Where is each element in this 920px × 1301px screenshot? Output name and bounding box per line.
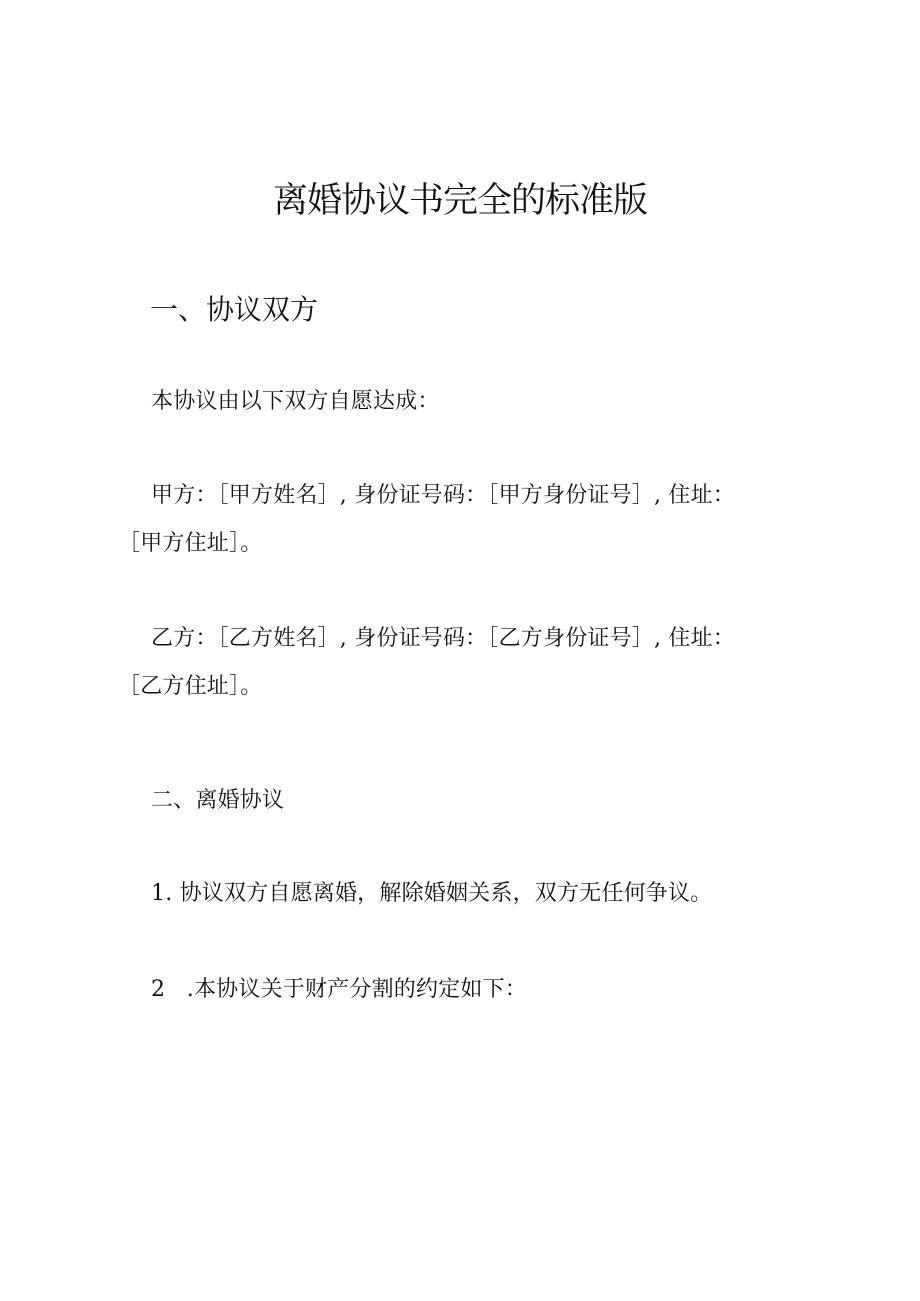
party-b-line-1: 乙方：［乙方姓名］, 身份证号码：［乙方身份证号］, 住址： bbox=[151, 626, 735, 651]
section-1-heading: 一、协议双方 bbox=[150, 293, 319, 326]
party-a-line-2: ［甲方住址］。 bbox=[118, 531, 263, 556]
party-b-line-2: ［乙方住址］。 bbox=[118, 674, 263, 699]
party-a-line-1: 甲方：［甲方姓名］, 身份证号码：［甲方身份证号］, 住址： bbox=[151, 483, 735, 508]
item-1-paragraph bbox=[118, 870, 778, 918]
party-b-paragraph bbox=[118, 615, 778, 711]
item-2-text: 2 .本协议关于财产分割的约定如下： bbox=[151, 977, 527, 1002]
item-1-text: 1. 协议双方自愿离婚，解除婚姻关系，双方无任何争议。 bbox=[151, 881, 713, 906]
section-2-heading: 二、离婚协议 bbox=[151, 788, 285, 813]
document-title: 离婚协议书完全的标准版 bbox=[272, 181, 647, 221]
party-a-paragraph bbox=[118, 472, 778, 568]
intro-text: 本协议由以下双方自愿达成： bbox=[151, 389, 440, 414]
intro-paragraph bbox=[118, 378, 778, 426]
section-2-heading-paragraph bbox=[118, 777, 778, 825]
item-2-paragraph bbox=[118, 966, 778, 1014]
